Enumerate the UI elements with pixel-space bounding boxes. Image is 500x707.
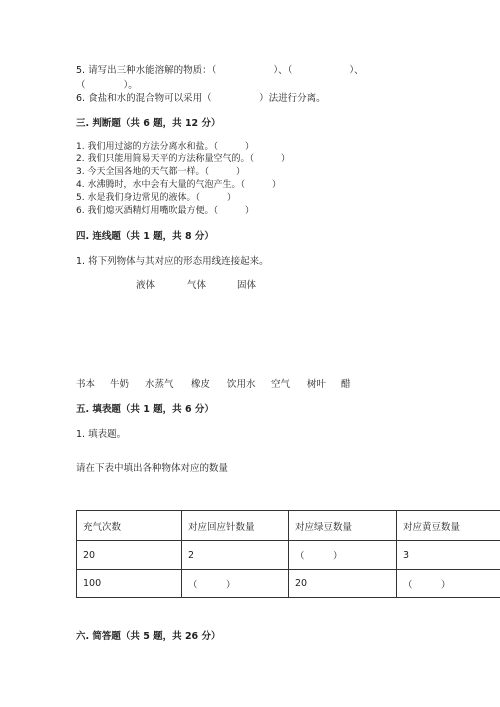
- table-instruction: 请在下表中填出各种物体对应的数量: [76, 463, 229, 474]
- question-6: 6. 食盐和水的混合物可以采用（ ）法进行分离。: [76, 93, 326, 104]
- section-table-title: 五. 填表题（共 1 题，共 6 分）: [76, 404, 214, 415]
- judge-item: 6. 我们熄灭酒精灯用嘴吹最方便。（ ）: [76, 206, 254, 216]
- table-cell: 20: [77, 541, 182, 570]
- table-cell: 3: [397, 541, 500, 570]
- match-question: 1. 将下列物体与其对应的形态用线连接起来。: [76, 256, 269, 267]
- section-match-title: 四. 连线题（共 1 题，共 8 分）: [76, 231, 214, 242]
- judge-item: 3. 今天全国各地的天气都一样。（ ）: [76, 167, 245, 177]
- table-row: [77, 541, 500, 570]
- object-label: 水蒸气: [145, 379, 174, 390]
- table-header-cell: 对应回应针数量: [182, 511, 289, 541]
- table-question: 1. 填表题。: [76, 429, 127, 440]
- table-header-cell: 对应黄豆数量: [397, 511, 500, 541]
- state-label-solid: 固体: [237, 280, 257, 291]
- table-cell: 100: [77, 570, 182, 598]
- question-5-line-2: （ ）。: [76, 80, 138, 91]
- table-header-row: [77, 511, 500, 541]
- table-row: [77, 570, 500, 598]
- judge-item: 5. 水是我们身边常见的液体。（ ）: [76, 193, 236, 203]
- table-header-cell: 充气次数: [77, 511, 182, 541]
- object-label: 醋: [341, 379, 351, 390]
- table-cell: 2: [182, 541, 289, 570]
- table-blank-cell[interactable]: （ ）: [289, 541, 397, 570]
- fill-table: [76, 510, 500, 598]
- judge-item: 2. 我们只能用简易天平的方法称量空气的。（ ）: [76, 154, 290, 164]
- object-label: 橡皮: [191, 379, 211, 390]
- judge-item: 1. 我们用过滤的方法分离水和盐。（ ）: [76, 142, 254, 152]
- judge-item: 4. 水沸腾时，水中会有大量的气泡产生。（ ）: [76, 180, 281, 190]
- section-judge-title: 三. 判断题（共 6 题，共 12 分）: [76, 118, 221, 129]
- object-label: 牛奶: [110, 379, 130, 390]
- table-blank-cell[interactable]: （ ）: [182, 570, 289, 598]
- table-header-cell: 对应绿豆数量: [289, 511, 397, 541]
- section-short-title: 六. 简答题（共 5 题，共 26 分）: [76, 631, 221, 642]
- state-label-liquid: 液体: [136, 280, 156, 291]
- object-label: 饮用水: [227, 379, 256, 390]
- table-blank-cell[interactable]: （ ）: [397, 570, 500, 598]
- question-5-line-1: 5. 请写出三种水能溶解的物质：（ ）、（ ）、: [76, 65, 364, 76]
- state-label-gas: 气体: [187, 280, 207, 291]
- object-label: 空气: [271, 379, 291, 390]
- object-label: 书本: [76, 379, 96, 390]
- object-label: 树叶: [307, 379, 327, 390]
- table-cell: 20: [289, 570, 397, 598]
